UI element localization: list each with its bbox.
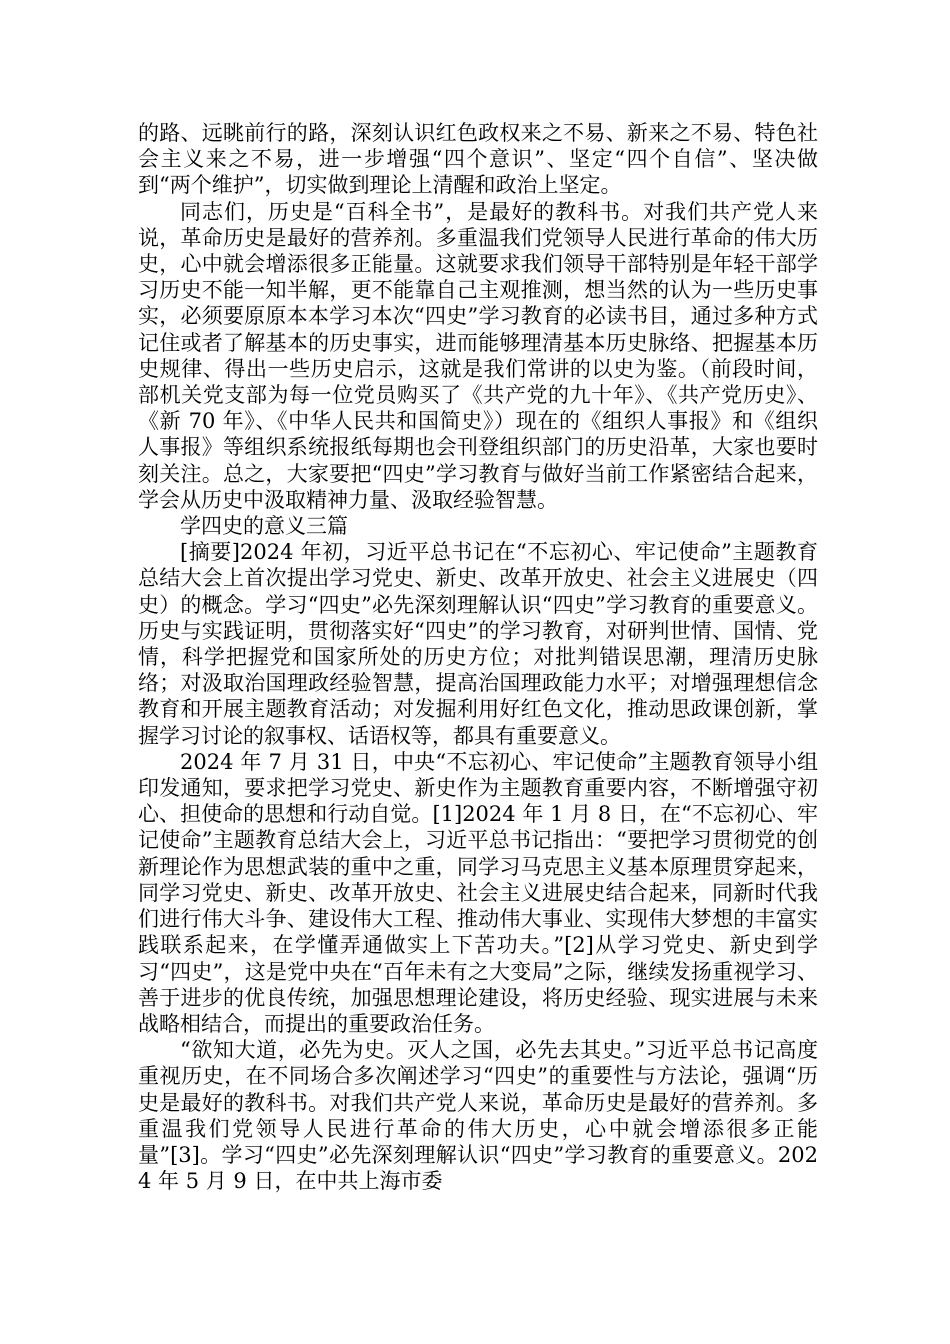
paragraph-body-2: “欲知大道，必先为史。灭人之国，必先去其史。”习近平总书记高度重视历史，在不同场合多次阐述学习“四史”的重要性与方法论，强调“历史是最好的教科书。对我们共产党人来说，革命历史是最好的营养剂。多重温我们党领导人民进行革命的伟大历史，心中就会增添很多正能量”[3]。学习“四史”必先深刻理解认识“四史”学习教育的重要意义。2024 年 5 月 9 日，在中共上海市委 [138, 1038, 818, 1194]
document-page [138, 120, 818, 1194]
paragraph-abstract: [摘要]2024 年初，习近平总书记在“不忘初心、牢记使命”主题教育总结大会上首次提出学习党史、新史、改革开放史、社会主义进展史（四史）的概念。学习“四史”必先深刻理解认识“四史”学习教育的重要意义。历史与实践证明，贯彻落实好“四史”的学习教育，对研判世情、国情、党情，科学把握党和国家所处的历史方位；对批判错误思潮，理清历史脉络；对汲取治国理政经验智慧，提高治国理政能力水平；对增强理想信念教育和开展主题教育活动；对发掘利用好红色文化，推动思政课创新，掌握学习讨论的叙事权、话语权等，都具有重要意义。 [138, 540, 818, 748]
section-heading: 学四史的意义三篇 [180, 514, 348, 539]
paragraph-body-1: 2024 年 7 月 31 日，中央“不忘初心、牢记使命”主题教育领导小组印发通知，要求把学习党史、新史作为主题教育重要内容，不断增强守初心、担使命的思想和行动自觉。[1]2024 年 1 月 8 日，在“不忘初心、牢记使命”主题教育总结大会上，习近平总书记指出：“要把学习贯彻党的创新理论作为思想武装的重中之重，同学习马克思主义基本原理贯穿起来，同学习党史、新史、改革开放史、社会主义进展史结合起来，同新时代我们进行伟大斗争、建设伟大工程、推动伟大事业、实现伟大梦想的丰富实践联系起来，在学懂弄通做实上下苦功夫。”[2]从学习党史、新史到学习“四史”，这是党中央在“百年未有之大变局”之际，继续发扬重视学习、善于进步的优良传统，加强思想理论建设，将历史经验、现实进展与未来战略相结合，而提出的重要政治任务。 [138, 749, 818, 1036]
paragraph-continuation: 的路、远眺前行的路，深刻认识红色政权来之不易、新来之不易、特色社会主义来之不易，进一步增强“四个意识”、坚定“四个自信”、坚决做到“两个维护”，切实做到理论上清醒和政治上坚定。 [138, 121, 818, 198]
paragraph-comrades: 同志们，历史是“百科全书”，是最好的教科书。对我们共产党人来说，革命历史是最好的营养剂。多重温我们党领导人民进行革命的伟大历史，心中就会增添很多正能量。这就要求我们领导干部特别是年轻干部学习历史不能一知半解，更不能靠自己主观推测，想当然的认为一些历史事实，必须要原原本本学习本次“四史”学习教育的必读书目，通过多种方式记住或者了解基本的历史事实，进而能够理清基本历史脉络、把握基本历史规律、得出一些历史启示，这就是我们常讲的以史为鉴。（前段时间，部机关党支部为每一位党员购买了《共产党的九十年》、《共产党历史》、《新 70 年》、《中华人民共和国简史》）现在的《组织人事报》和《组织人事报》等组织系统报纸每期也会刊登组织部门的历史沿革，大家也要时刻关注。总之，大家要把“四史”学习教育与做好当前工作紧密结合起来，学会从历史中汲取精神力量、汲取经验智慧。 [138, 199, 818, 512]
